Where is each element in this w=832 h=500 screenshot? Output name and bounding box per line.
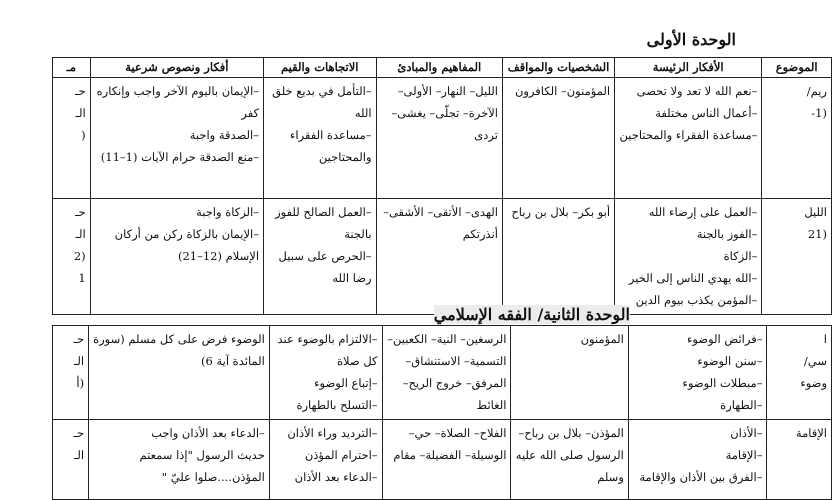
cell-line: الليل– النهار– الأولى–	[397, 84, 498, 98]
header-topic: الموضوع	[762, 58, 832, 78]
cell-line: –التسلح بالطهارة	[296, 398, 378, 412]
cell-line: –احترام المؤذن	[304, 448, 378, 462]
cell-topic	[762, 199, 832, 315]
cell-line: حـ	[73, 426, 85, 440]
unit1-table	[52, 57, 832, 315]
cell-attitudes	[269, 420, 382, 500]
cell-extra	[53, 420, 89, 500]
cell-attitudes	[264, 78, 377, 199]
cell-line: وسلم	[597, 470, 624, 484]
cell-line: أبو بكر– بلال بن رباح	[511, 205, 611, 219]
cell-main-ideas	[615, 78, 762, 199]
cell-line: كل صلاة	[337, 354, 378, 368]
cell-line: الله	[354, 106, 372, 120]
cell-topic	[762, 78, 832, 199]
header-extra: مـ	[53, 58, 91, 78]
cell-characters	[511, 326, 628, 420]
cell-line: –الطهارة	[720, 398, 763, 412]
cell-line: المؤذن– بلال بن رباح–	[518, 426, 624, 440]
cell-line: الوضوء فرض على كل مسلم (سورة	[93, 332, 265, 346]
cell-line: –إتباع الوضوء	[314, 376, 378, 390]
cell-line: –الدعاء بعد الأذان واجب	[151, 426, 265, 440]
header-characters: الشخصيات والمواقف	[502, 58, 614, 78]
cell-concepts	[382, 420, 511, 500]
cell-characters	[502, 78, 614, 199]
cell-line: المرفق– خروج الريح–	[402, 376, 507, 390]
cell-line: –الزكاة واجبة	[196, 205, 260, 219]
table-row	[53, 326, 832, 420]
cell-line: –المؤمن يكذب بيوم الدين	[635, 293, 758, 307]
header-main-ideas: الأفكار الرئيسة	[615, 58, 762, 78]
cell-line: المؤمنون	[580, 332, 624, 346]
cell-ideas-texts	[90, 199, 263, 315]
cell-line: الـ	[73, 354, 85, 368]
cell-line: التسمية– الاستنشاق–	[405, 354, 507, 368]
unit2-table	[52, 325, 832, 500]
header-attitudes: الاتجاهات والقيم	[264, 58, 377, 78]
cell-line: رضا الله	[332, 271, 372, 285]
cell-line: الرسول صلى الله عليه	[515, 448, 624, 462]
cell-line: الإقامة	[795, 426, 827, 440]
cell-line: –العمل الصالح للفوز	[275, 205, 372, 219]
cell-line: أنذرتكم	[462, 227, 498, 241]
cell-line: –الدعاء بعد الأذان	[294, 470, 378, 484]
cell-line: المؤمنون– الكافرون	[514, 84, 611, 98]
cell-line: (1-	[811, 106, 827, 120]
cell-attitudes	[269, 326, 382, 420]
cell-line: الغائط	[476, 398, 507, 412]
cell-line: حديث الرسول "إذا سمعتم	[139, 448, 265, 462]
cell-line: –الأذان	[730, 426, 763, 440]
cell-line: كفر	[241, 106, 260, 120]
cell-line: –الإيمان بالزكاة ركن من أركان	[114, 227, 260, 241]
cell-main-ideas	[615, 199, 762, 315]
cell-concepts	[376, 199, 502, 315]
cell-line: –مساعدة الفقراء والمحتاجين	[619, 128, 758, 142]
cell-line: المائدة آية 6)	[200, 354, 265, 368]
cell-line: بالجنة	[344, 227, 372, 241]
cell-topic	[767, 326, 832, 420]
cell-line: ريم/	[806, 84, 827, 98]
cell-line: حـ	[75, 84, 86, 98]
cell-ideas-texts	[89, 326, 270, 420]
cell-line: الهدى– الأتقى– الأشقى–	[383, 205, 498, 219]
cell-line: حـ	[75, 205, 86, 219]
cell-line: الـ	[73, 448, 85, 462]
table-row	[53, 420, 832, 500]
cell-line: الليل	[804, 205, 827, 219]
cell-line: 1	[78, 271, 86, 285]
header-concepts: المفاهيم والمبادئ	[376, 58, 502, 78]
cell-line: –الفوز بالجنة	[696, 227, 758, 241]
cell-extra	[53, 326, 89, 420]
unit1-header-row	[53, 58, 832, 78]
unit2-title	[434, 305, 630, 324]
cell-line: –فرائض الوضوء	[686, 332, 763, 346]
cell-attitudes	[264, 199, 377, 315]
cell-line: تردى	[474, 128, 498, 142]
cell-line: –نعم الله لا تعد ولا تحصى	[636, 84, 758, 98]
cell-line: –الصدقة واجبة	[189, 128, 260, 142]
cell-line: الـ	[75, 227, 86, 241]
cell-line: –العمل على إرضاء الله	[648, 205, 758, 219]
cell-ideas-texts	[90, 78, 263, 199]
cell-line: –سنن الوضوء	[697, 354, 763, 368]
cell-line: المؤذن....صلوا عليّ "	[161, 470, 265, 484]
cell-line: الفلاح– الصلاة– حي–	[408, 426, 507, 440]
cell-line: –الإيمان باليوم الآخر واجب وإنكاره	[96, 84, 260, 98]
cell-line: (21	[807, 227, 827, 241]
cell-line: والمحتاجين	[318, 150, 372, 164]
cell-ideas-texts	[89, 420, 270, 500]
cell-line: سي/	[803, 354, 827, 368]
table-row	[53, 78, 832, 199]
cell-line: –مساعدة الفقراء	[289, 128, 372, 142]
unit1-title: الوحدة الأولى	[646, 30, 736, 49]
cell-line: –الإقامة	[725, 448, 763, 462]
cell-line: –الالتزام بالوضوء عند	[277, 332, 378, 346]
cell-characters	[502, 199, 614, 315]
cell-line: حـ	[73, 332, 85, 346]
cell-line: –أعمال الناس مختلفة	[655, 106, 758, 120]
cell-line: (أ	[76, 376, 85, 390]
unit2-title-text: الوحدة الثانية/ الفقه الإسلامي	[433, 305, 630, 324]
header-ideas-texts: أفكار ونصوص شرعية	[90, 58, 263, 78]
cell-line: ا	[823, 332, 827, 346]
cell-line: –الفرق بين الأذان والإقامة	[639, 470, 763, 484]
cell-line: –التأمل في بديع خلق	[272, 84, 372, 98]
table-row	[53, 199, 832, 315]
cell-line: الرسغين– النية– الكعبين–	[387, 332, 507, 346]
cell-line: الوسيلة– الفضيلة– مقام	[393, 448, 507, 462]
cell-line: (2	[73, 249, 86, 263]
cell-line: –الترديد وراء الأذان	[287, 426, 378, 440]
cell-extra	[53, 78, 91, 199]
cell-line: (	[81, 128, 86, 142]
cell-line: الـ	[75, 106, 86, 120]
cell-main-ideas	[628, 326, 767, 420]
cell-characters	[511, 420, 628, 500]
cell-main-ideas	[628, 420, 767, 500]
cell-line: –الحرص على سبيل	[278, 249, 372, 263]
cell-line: –منع الصدقة حرام الآيات (1–11)	[100, 150, 260, 164]
cell-line: وضوء	[800, 376, 827, 390]
cell-extra	[53, 199, 91, 315]
cell-line: الإسلام (12–21)	[177, 249, 260, 263]
cell-line: –مبطلات الوضوء	[682, 376, 763, 390]
cell-line: –الزكاة	[723, 249, 758, 263]
cell-topic	[767, 420, 832, 500]
cell-line: الآخرة– تجلّى– يغشى–	[391, 106, 498, 120]
cell-concepts	[376, 78, 502, 199]
cell-line: –الله يهدي الناس إلى الخير	[628, 271, 758, 285]
cell-concepts	[382, 326, 511, 420]
